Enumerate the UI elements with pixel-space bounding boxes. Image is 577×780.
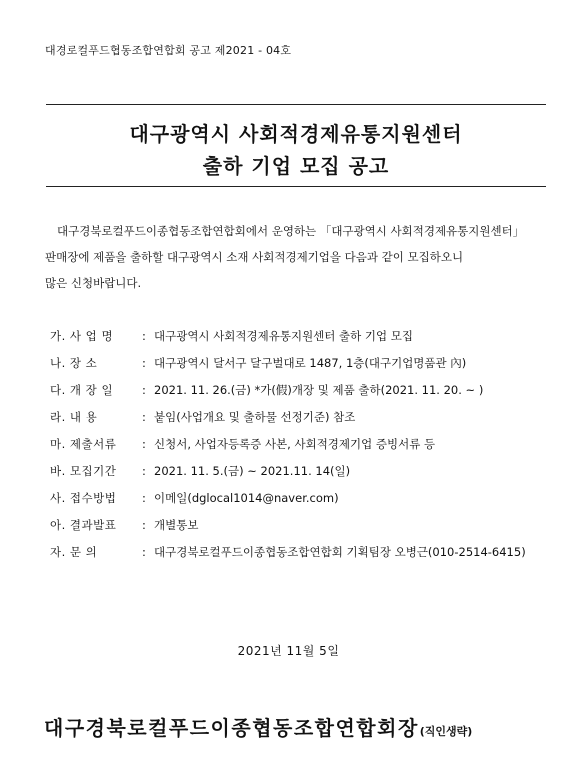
seal-omitted-note: (직인생략) (419, 725, 473, 738)
title-top-rule (46, 104, 546, 105)
intro-line-3: 많은 신청바랍니다. (45, 276, 142, 290)
intro-line-2: 판매장에 제품을 출하할 대구광역시 소재 사회적경제기업을 다음과 같이 모집하오니 (45, 250, 464, 264)
item-value: 신청서, 사업자등록증 사본, 사회적경제기업 증빙서류 등 (154, 436, 436, 451)
item-submission-method (50, 484, 550, 511)
item-label: 자. 문 의 (50, 544, 98, 559)
intro-paragraph (45, 218, 545, 296)
item-label: 마. 제출서류 (50, 436, 117, 451)
item-label: 가. 사 업 명 (50, 328, 114, 343)
item-value: 개별통보 (154, 517, 199, 532)
item-result-announcement (50, 511, 550, 538)
item-value: 이메일(dglocal1014@naver.com) (154, 490, 339, 505)
item-label: 다. 개 장 일 (50, 382, 114, 397)
item-separator: : (142, 355, 146, 370)
item-contents (50, 403, 550, 430)
item-value: 대구광역시 달서구 달구벌대로 1487, 1층(대구기업명품관 內) (154, 355, 467, 370)
item-separator: : (142, 409, 146, 424)
document-number: 대경로컬푸드협동조합연합회 공고 제2021 - 04호 (45, 44, 292, 57)
intro-line-1: 대구경북로컬푸드이종협동조합연합회에서 운영하는 「대구광역시 사회적경제유통지원센터」 (57, 224, 525, 238)
item-location (50, 349, 550, 376)
item-business-name (50, 322, 550, 349)
item-value: 2021. 11. 26.(금) *가(假)개장 및 제품 출하(2021. 11. 20. ~ ) (154, 382, 484, 397)
organization-name: 대구경북로컬푸드이종협동조합연합회장 (44, 716, 419, 740)
item-separator: : (142, 436, 146, 451)
item-recruitment-period (50, 457, 550, 484)
item-label: 나. 장 소 (50, 355, 98, 370)
signature-block (44, 712, 472, 741)
item-separator: : (142, 328, 146, 343)
item-separator: : (142, 544, 146, 559)
item-separator: : (142, 517, 146, 532)
item-value: 2021. 11. 5.(금) ~ 2021.11. 14(일) (154, 463, 351, 478)
item-label: 라. 내 용 (50, 409, 98, 424)
item-opening-date (50, 376, 550, 403)
item-label: 아. 결과발표 (50, 517, 117, 532)
item-inquiry (50, 538, 550, 565)
item-separator: : (142, 463, 146, 478)
announcement-date: 2021년 11월 5일 (237, 644, 340, 658)
item-separator: : (142, 382, 146, 397)
item-value: 대구경북로컬푸드이종협동조합연합회 기획팀장 오병근(010-2514-6415) (154, 544, 526, 559)
title-line-1: 대구광역시 사회적경제유통지원센터 (129, 122, 463, 146)
item-value: 대구광역시 사회적경제유통지원센터 출하 기업 모집 (154, 328, 414, 343)
title-bottom-rule (46, 186, 546, 187)
item-label: 바. 모집기간 (50, 463, 117, 478)
notice-items-list (50, 322, 550, 565)
title-line-2: 출하 기업 모집 공고 (202, 154, 390, 178)
item-value: 붙임(사업개요 및 출하물 선정기준) 참조 (154, 409, 356, 424)
item-separator: : (142, 490, 146, 505)
item-required-documents (50, 430, 550, 457)
item-label: 사. 접수방법 (50, 490, 117, 505)
